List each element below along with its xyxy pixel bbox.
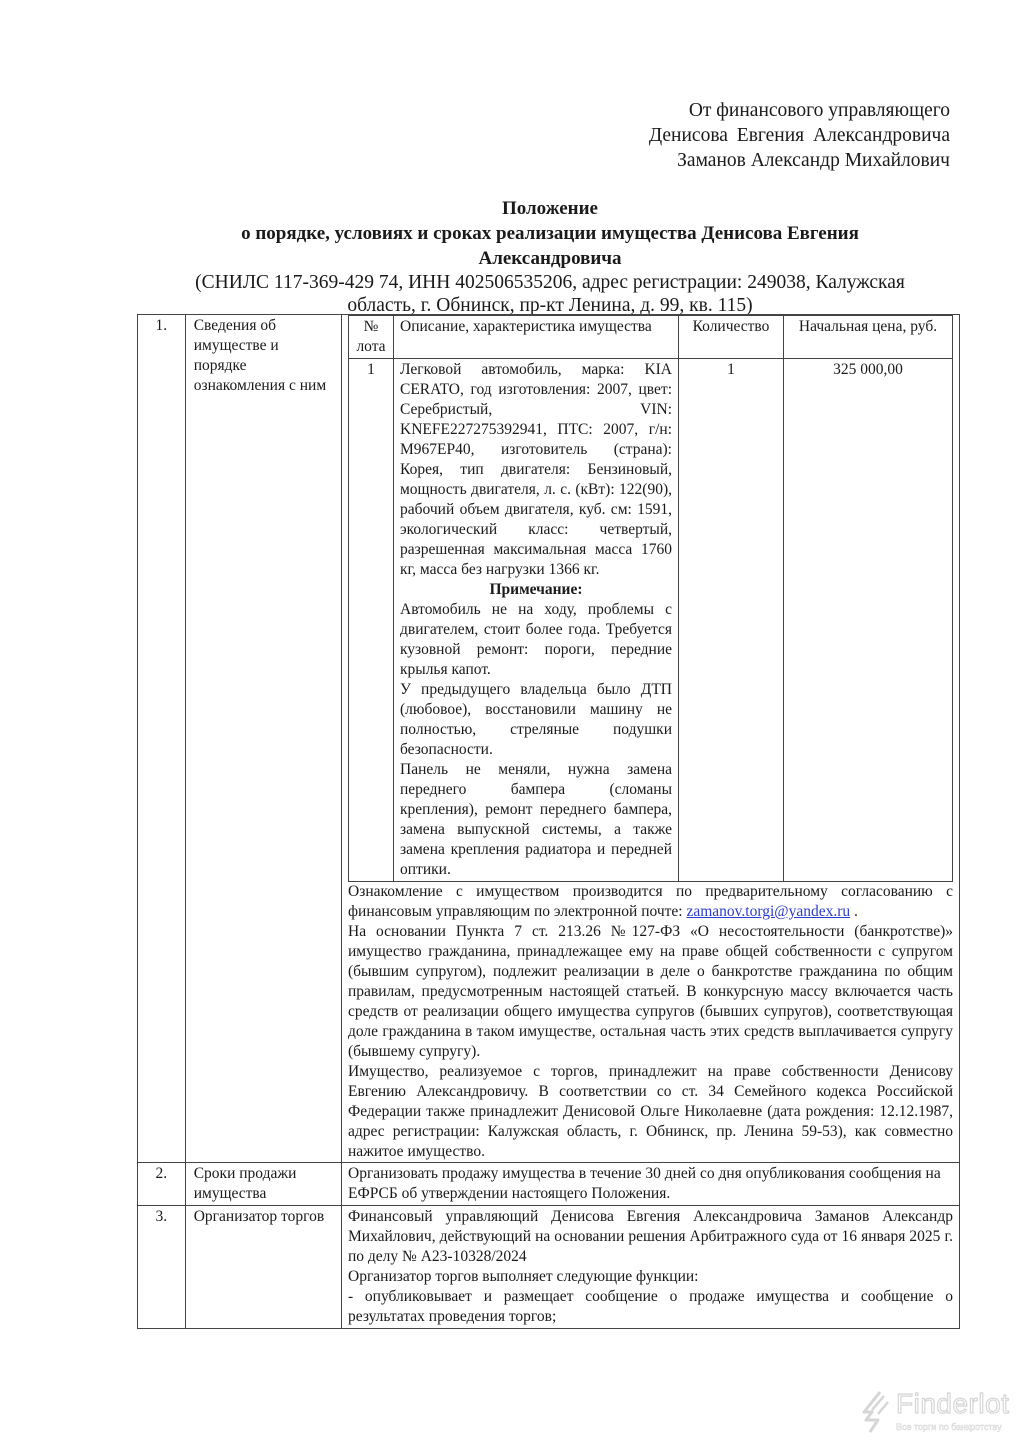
- lot-start-price: 325 000,00: [784, 359, 953, 882]
- sender-line: От финансового управляющего: [688, 100, 950, 121]
- lot-description-text: Легковой автомобиль, марка: KIA CERATO, год изготовления: 2007, цвет: Серебристый, VIN: KNEFE227275392941, ПТС: 2007, г/н: М967ЕР40, изготовитель (страна): Корея, тип двигателя: Бензиновый, мощность двигателя, л. с. (кВт): 122(90), рабочий объем двигателя, куб. см: 1591, экологический класс: четвертый, разрешенная максимальная масса 1760 кг, масса без нагрузки 1366 кг.: [400, 361, 672, 578]
- table-row: [138, 1163, 960, 1206]
- lots-table: [348, 315, 953, 882]
- debtor-address: область, г. Обнинск, пр-кт Ленина, д. 99, кв. 115): [347, 295, 753, 316]
- note-paragraph: Панель не меняли, нужна замена переднего бампера (сломаны крепления), ремонт переднего бампера, замена выпускной системы, а также замена крепления радиатора и передней оптики.: [400, 761, 672, 878]
- email-suffix: .: [850, 903, 858, 920]
- inspection-text: Ознакомление с имуществом производится по предварительному согласованию с финансовым управляющим по электронной почте:: [348, 883, 953, 920]
- sender-block: [649, 98, 950, 173]
- section-name: Сроки продажи имущества: [185, 1163, 341, 1206]
- section-number: 3.: [138, 1206, 186, 1329]
- section-content: [342, 1206, 960, 1329]
- table-row: [138, 315, 960, 1163]
- inspection-paragraph: [342, 882, 959, 922]
- regulation-table: [137, 314, 960, 1329]
- lot-quantity: 1: [679, 359, 784, 882]
- header-lot-no: № лота: [349, 316, 394, 359]
- lot-row: [349, 359, 953, 882]
- lot-description: [394, 359, 679, 882]
- lot-number: 1: [349, 359, 394, 882]
- section-paragraph: Организатор торгов выполняет следующие функции:: [348, 1268, 699, 1285]
- note-title: Примечание:: [489, 581, 583, 598]
- legal-paragraph: На основании Пункта 7 ст. 213.26 №127-ФЗ «О несостоятельности (банкротстве)» имущество гражданина, принадлежащее ему на праве общей собственности с супругом (бывшим супругом), подлежит реализации в деле о банкротстве гражданина по общим правилам, предусмотренным настоящей статьей. В конкурсную массу включается часть средств от реализации общего имущества супругов (бывших супругов), соответствующая доле гражданина в таком имуществе, остальная часть этих средств выплачивается супругу (бывшему супругу).: [348, 923, 953, 1060]
- section-number: 2.: [138, 1163, 186, 1206]
- debtor-details: (СНИЛС 117-369-429 74, ИНН 402506535206, адрес регистрации: 249038, Калужская: [195, 272, 905, 293]
- watermark-name: Finderlot: [896, 1388, 1010, 1419]
- finderlot-watermark: [856, 1384, 1016, 1440]
- header-description: Описание, характеристика имущества: [394, 316, 679, 359]
- finderlot-logo-icon: [860, 1390, 894, 1434]
- watermark-tagline: Все торги по банкротству: [896, 1422, 1002, 1432]
- section-name: Сведения об имуществе и порядке ознакомления с ним: [185, 315, 341, 1163]
- note-paragraph: Автомобиль не на ходу, проблемы с двигателем, стоит более года. Требуется кузовной ремонт: пороги, передние крылья капот.: [400, 601, 672, 678]
- title-line: о порядке, условиях и сроках реализации имущества Денисова Евгения: [241, 223, 859, 244]
- section-name: Организатор торгов: [185, 1206, 341, 1329]
- email-link[interactable]: zamanov.torgi@yandex.ru: [686, 903, 851, 920]
- table-row: [138, 1206, 960, 1329]
- header-quantity: Количество: [679, 316, 784, 359]
- section-paragraph: - опубликовывает и размещает сообщение о продаже имущества и сообщение о результатах проведения торгов;: [348, 1288, 953, 1325]
- document-title: [140, 196, 960, 317]
- ownership-paragraph: Имущество, реализуемое с торгов, принадлежит на праве собственности Денисову Евгению Александровичу. В соответствии со ст. 34 Семейного кодекса Российской Федерации также принадлежит Денисовой Ольге Николаевне (дата рождения: 12.12.1987, адрес регистрации: Калужская область, г. Обнинск, пр. Ленина 59-53), как совместно нажитое имущество.: [348, 1063, 953, 1160]
- sender-line: Денисова Евгения Александровича: [648, 125, 950, 146]
- header-start-price: Начальная цена, руб.: [784, 316, 953, 359]
- sender-line: Заманов Александр Михайлович: [677, 150, 950, 171]
- section-content: [342, 1163, 960, 1206]
- title-line: Александровича: [478, 248, 622, 269]
- note-paragraph: У предыдущего владельца было ДТП (любовое), восстановили машину не полностью, стреляные подушки безопасности.: [400, 681, 672, 758]
- lots-header-row: [349, 316, 953, 359]
- section-paragraph: Финансовый управляющий Денисова Евгения Александровича Заманов Александр Михайлович, действующий на основании решения Арбитражного суда от 16 января 2025 г. по делу № А23-10328/2024: [348, 1208, 953, 1265]
- section-paragraph: Организовать продажу имущества в течение 30 дней со дня опубликования сообщения на ЕФРСБ об утверждении настоящего Положения.: [348, 1165, 941, 1202]
- section-content: [342, 315, 960, 1163]
- title-line: Положение: [501, 198, 598, 219]
- section-number: 1.: [138, 315, 186, 1163]
